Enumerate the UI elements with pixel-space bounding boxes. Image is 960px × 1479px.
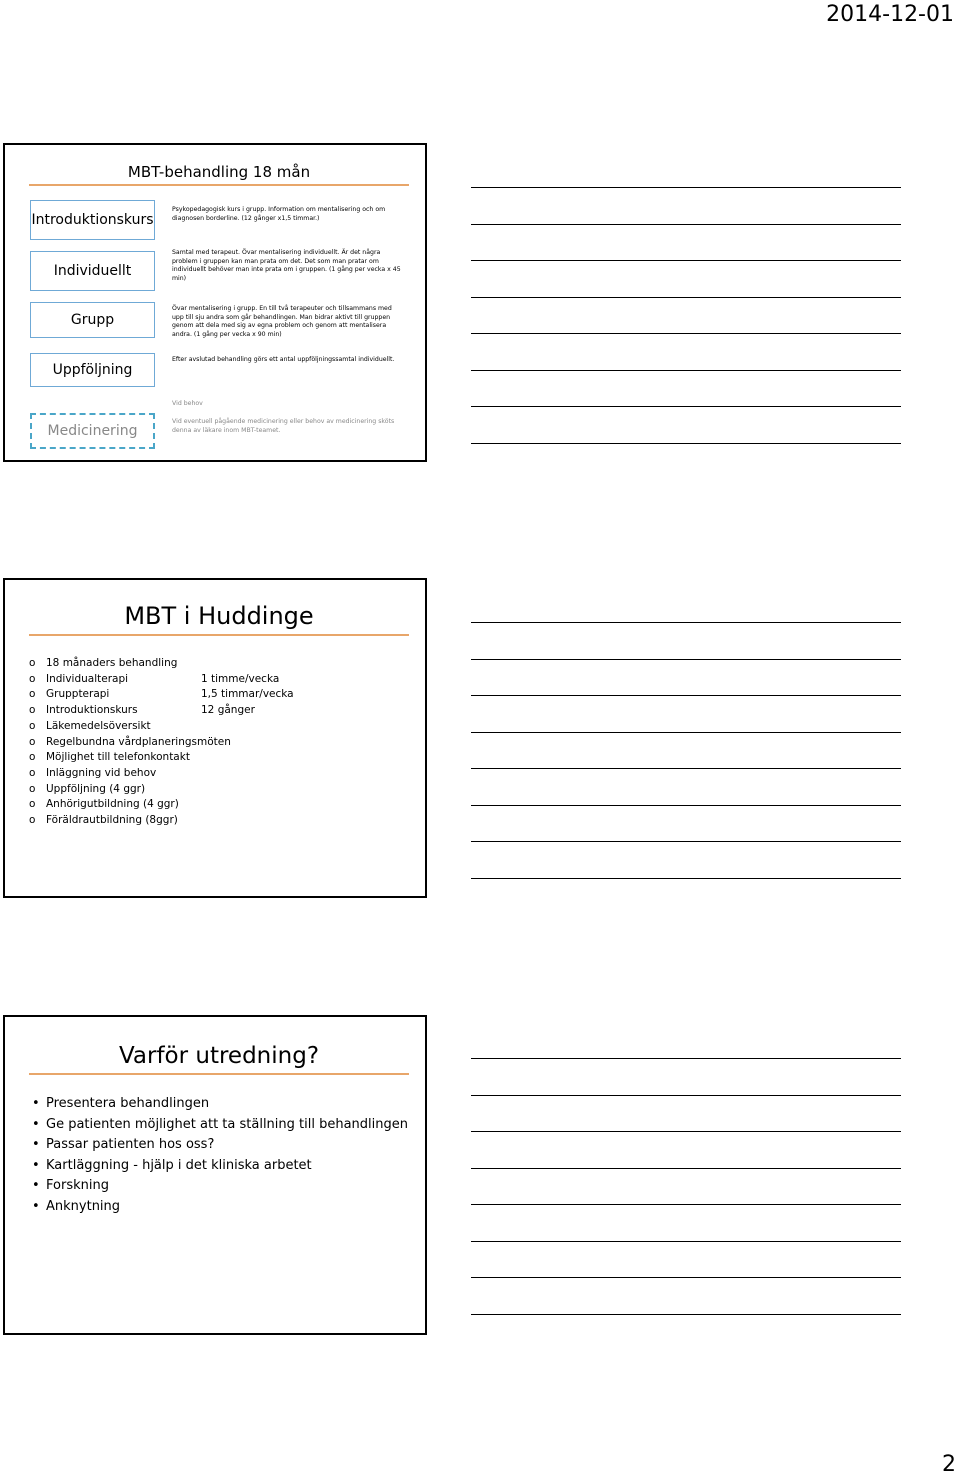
note-line [471,622,901,623]
slide-2 [3,578,427,898]
bullet-icon: o [29,672,36,685]
note-line [471,1168,901,1169]
list-item [29,735,419,751]
bullet-icon: • [32,1178,40,1194]
list-item-text: Uppföljning (4 ggr) [46,782,146,795]
box-label: Grupp [70,312,115,328]
note-line [471,695,901,696]
bullet-icon: o [29,735,36,748]
list-item-text: Regelbundna vårdplaneringsmöten [46,735,231,748]
note-line [471,841,901,842]
list-item-text: Inläggning vid behov [46,766,157,779]
box-label: Individuellt [53,263,132,279]
note-line [471,406,901,407]
desc-uppfoljning: Efter avslutad behandling görs ett antal uppföljningssamtal individuellt. [172,356,395,363]
note-line [471,805,901,806]
list-item [29,1115,419,1136]
note-line [471,260,901,261]
note-line [471,878,901,879]
bullet-icon: o [29,688,36,701]
list-item-text: Gruppterapi [46,688,110,701]
box-individuellt [30,251,155,291]
list-item-text: Introduktionskurs [46,704,138,717]
page-date: 2014-12-01 [826,2,954,27]
list-item-value: 1 timme/vecka [201,672,280,685]
slide-2-list [29,656,419,829]
note-line [471,443,901,444]
box-medicinering [30,413,155,449]
list-item [29,656,419,672]
note-line [471,333,901,334]
slide-1 [3,143,427,462]
list-item [29,703,419,719]
bullet-icon: o [29,798,36,811]
note-line [471,1095,901,1096]
list-item [29,687,419,703]
note-line [471,1241,901,1242]
box-uppfoljning [30,353,155,387]
list-item [29,797,419,813]
page-number: 2 [942,1452,956,1477]
note-line [471,224,901,225]
bullet-icon: • [32,1116,40,1132]
bullet-icon: o [29,751,36,764]
bullet-icon: o [29,782,36,795]
box-label: Uppföljning [52,362,133,378]
list-item [29,782,419,798]
note-line [471,297,901,298]
list-item [29,1094,419,1115]
list-item-text: Möjlighet till telefonkontakt [46,751,190,764]
desc-introduktionskurs: Psykopedagogisk kurs i grupp. Information om mentalisering och om diagnosen borderline. (12 gånger x1,5 timmar.) [172,206,386,222]
bullet-icon: • [32,1137,40,1153]
desc-grupp: Övar mentalisering i grupp. En till två terapeuter och tillsammans med upp till sju andra som går behandlingen. Man bidrar aktivt till gruppen genom att dela med sig av egna problem och genom att mentalisera andra. (1 gång per vecka x 90 min) [172,305,392,338]
box-label: Introduktionskurs [31,212,154,228]
list-item-text: Läkemedelsöversikt [46,719,151,732]
note-line [471,732,901,733]
bullet-icon: o [29,657,36,669]
list-item-text: Föräldrautbildning (8ggr) [46,814,178,827]
note-line [471,370,901,371]
bullet-icon: • [32,1198,40,1214]
slide-3-title: Varför utredning? [29,1043,409,1075]
list-item [29,1197,419,1218]
list-item [29,719,419,735]
list-item [29,750,419,766]
list-item-text: Forskning [46,1178,109,1194]
box-introduktionskurs [30,200,155,240]
note-line [471,768,901,769]
list-item-text: 18 månaders behandling [46,657,178,669]
slide-3-list [29,1094,419,1218]
list-item-text: Individualterapi [46,672,129,685]
list-item [29,813,419,829]
box-label: Medicinering [47,423,138,439]
list-item [29,1176,419,1197]
note-line [471,1277,901,1278]
box-grupp [30,302,155,338]
list-item-text: Passar patienten hos oss? [46,1137,215,1153]
list-item-value: 1,5 timmar/vecka [201,688,294,701]
slide-2-title: MBT i Huddinge [29,602,409,636]
note-line [471,187,901,188]
note-line [471,1131,901,1132]
slide-1-title: MBT-behandling 18 mån [29,163,409,186]
bullet-icon: • [32,1096,40,1111]
list-item [29,1135,419,1156]
desc-medicinering: Vid eventuell pågående medicinering eller behov av medicinering sköts denna av läkare inom MBT-teamet. [172,418,395,434]
note-line [471,659,901,660]
bullet-icon: • [32,1157,40,1173]
slide-3 [3,1015,427,1335]
list-item [29,672,419,688]
bullet-icon: o [29,719,36,732]
list-item-text: Anknytning [46,1198,121,1214]
desc-medicinering-pre: Vid behov [172,400,203,407]
list-item [29,1156,419,1177]
note-line [471,1058,901,1059]
note-line [471,1204,901,1205]
note-line [471,1314,901,1315]
desc-individuellt: Samtal med terapeut. Övar mentalisering individuellt. Är det några problem i gruppen kan man prata om det. Det som man pratar om individuellt behöver man inte prata om i gruppen. (1 gång per vecka x 45 min) [172,249,401,282]
list-item-value: 12 gånger [201,704,255,717]
bullet-icon: o [29,766,36,779]
list-item-text: Kartläggning - hjälp i det kliniska arbetet [46,1157,312,1173]
list-item [29,766,419,782]
list-item-text: Ge patienten möjlighet att ta ställning till behandlingen [46,1116,408,1132]
bullet-icon: o [29,704,36,717]
bullet-icon: o [29,814,36,827]
list-item-text: Presentera behandlingen [46,1096,210,1111]
list-item-text: Anhörigutbildning (4 ggr) [46,798,179,811]
